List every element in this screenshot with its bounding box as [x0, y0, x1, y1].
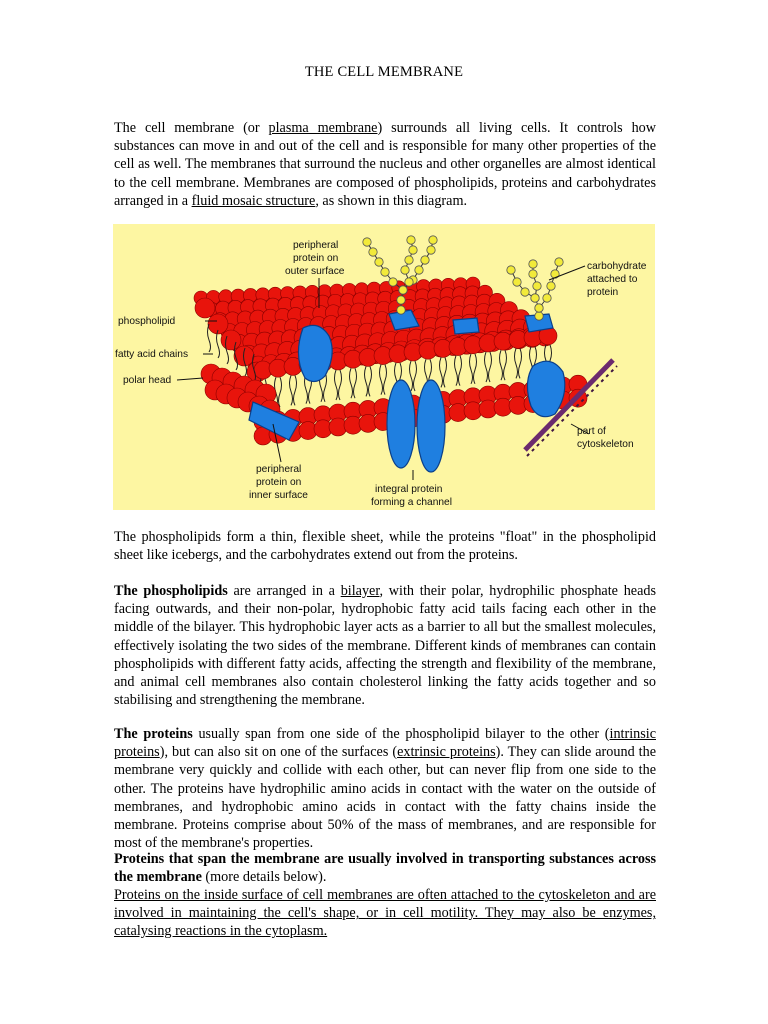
proteins-text-2: ), but can also sit on one of the surfaces (: [159, 744, 398, 761]
fatty-acid-tail: [485, 352, 488, 382]
sugar-unit: [409, 246, 417, 254]
intro-text-3: , as shown in this diagram.: [315, 192, 468, 209]
paragraph-transport: [114, 850, 656, 886]
label-peripheral-outer-2: protein on: [293, 253, 339, 264]
sugar-unit: [507, 266, 515, 274]
surface-protein-mid: [453, 318, 479, 334]
sugar-unit: [529, 260, 537, 268]
fatty-acid-tail: [294, 375, 297, 405]
sugar-unit: [375, 258, 383, 266]
sugar-unit: [369, 248, 377, 256]
sugar-unit: [535, 312, 543, 320]
fatty-acid-tail: [470, 354, 473, 384]
sugar-unit: [415, 266, 423, 274]
fatty-acid-tail: [474, 354, 477, 384]
diagram-labels: [115, 240, 647, 508]
channel-protein-b: [417, 380, 445, 472]
fatty-acid-tail: [335, 370, 338, 400]
paragraph-phospholipids: [114, 582, 656, 709]
transport-text: (more details below).: [201, 869, 327, 886]
cell-membrane-diagram: [113, 224, 655, 510]
label-integral-2: forming a channel: [371, 497, 452, 508]
sugar-unit: [401, 266, 409, 274]
label-cytoskeleton-1: part of: [577, 426, 606, 437]
sugar-unit: [513, 278, 521, 286]
sugar-unit: [407, 236, 415, 244]
intro-paragraph: [114, 119, 656, 210]
sugar-unit: [429, 236, 437, 244]
fatty-acid-tail: [455, 356, 458, 386]
fatty-acid-tail: [504, 350, 507, 380]
integral-protein-left: [298, 325, 332, 381]
phospholipids-text-2: , with their polar, hydrophilic phosphate heads facing outwards, and their non-polar, hydrophobic fatty acid tails facing each other in the middle of the bilayer. This hydrophobic layer acts as a barrier to all but the smallest molecules, effectively isolating the two sides of the membrane. Different kinds of membranes can contain phospholipids with different fatty acids, affecting the strength and flexibility of the membrane, and animal cell membranes also contain cholesterol linking the fatty acids together and so stabilising and strengthening the membrane.: [114, 583, 656, 709]
intro-text-2: ) surrounds all living cells. It controls how substances can move in and out of the cell and is responsible for many other properties of the cell as well. The membranes that surround the nucleus and other organelles are almost identical to the cell membrane. Membranes are composed of phospholipids, proteins and carbohydrates arranged in a: [114, 120, 657, 209]
paragraph-cytoskeleton: [114, 886, 656, 941]
page-title: THE CELL MEMBRANE: [304, 64, 464, 80]
fatty-acid-tail: [290, 375, 293, 405]
fatty-acid-tail: [384, 365, 387, 395]
fatty-acid-tail: [350, 368, 353, 398]
fluid-mosaic-term: fluid mosaic structure: [191, 192, 316, 209]
label-carbohydrate-3: protein: [587, 287, 619, 298]
sugar-unit: [405, 278, 413, 286]
sugar-unit: [529, 270, 537, 278]
phospholipid-heads-top: [194, 277, 557, 382]
sugar-unit: [389, 278, 397, 286]
paragraph-overview: The phospholipids form a thin, flexible sheet, while the proteins "float" in the phospholipid sheet like icebergs, and the carbohydrates extend out from the proteins.: [114, 529, 656, 564]
fatty-acid-tail: [440, 357, 443, 387]
label-peripheral-inner-3: inner surface: [249, 490, 308, 501]
fatty-acid-tail: [444, 357, 447, 387]
label-fatty-acid-chains: fatty acid chains: [115, 349, 189, 360]
label-cytoskeleton-2: cytoskeleton: [577, 439, 634, 450]
fatty-acid-tail: [354, 368, 357, 398]
proteins-heading: The proteins: [114, 726, 193, 742]
fatty-acid-tail: [369, 366, 372, 396]
sugar-unit: [381, 268, 389, 276]
sugar-unit: [555, 258, 563, 266]
label-carbohydrate-1: carbohydrate: [587, 261, 647, 272]
membrane-illustration: [113, 224, 655, 510]
fatty-acid-tail: [459, 356, 462, 386]
sugar-unit: [399, 286, 407, 294]
proteins-text-1: usually span from one side of the phospholipid bilayer to the other (: [192, 726, 610, 742]
proteins-text-3: ). They can slide around the membrane very quickly and collide with each other, but can never flip from one side to the other. The proteins have hydrophilic amino acids in contact with the water on the outside of membranes, and hydrophobic amino acids in contact with the fatty chains inside the membrane. Proteins comprise about 50% of the mass of membranes, and are responsible for most of the membrane's properties.: [114, 744, 656, 852]
fatty-acid-tail: [365, 366, 368, 396]
fatty-acid-tail: [519, 348, 522, 378]
sugar-unit: [533, 282, 541, 290]
bilayer-term: bilayer: [340, 583, 380, 599]
sugar-unit: [535, 304, 543, 312]
phospholipid-head: [195, 298, 215, 318]
plasma-membrane-term: plasma membrane: [268, 120, 378, 136]
label-peripheral-inner-2: protein on: [256, 477, 302, 488]
phospholipid-head: [221, 330, 241, 350]
sugar-unit: [405, 256, 413, 264]
sugar-unit: [521, 288, 529, 296]
label-integral-1: integral protein: [375, 484, 443, 495]
cytoskeleton-statement: Proteins on the inside surface of cell membranes are often attached to the cytoskeleton and are involved in maintaining the cell's shape, or in cell motility. They may also be enzymes, catalysing reactions in the cytoplasm.: [114, 887, 656, 940]
intro-text-1: The cell membrane (or: [114, 120, 269, 136]
fatty-acid-tail: [515, 348, 518, 378]
sugar-unit: [531, 294, 539, 302]
fatty-acid-tail: [489, 352, 492, 382]
fatty-acid-tail: [410, 361, 413, 391]
phospholipids-heading: The phospholipids: [114, 583, 228, 599]
fatty-acid-tail: [380, 365, 383, 395]
extrinsic-proteins-term: extrinsic proteins: [397, 744, 496, 761]
sugar-unit: [547, 282, 555, 290]
sugar-unit: [543, 294, 551, 302]
fatty-acid-tail: [500, 350, 503, 380]
label-polar-head: polar head: [123, 375, 172, 386]
label-phospholipid: phospholipid: [118, 316, 176, 327]
paragraph-proteins: [114, 725, 656, 852]
phospholipids-text-1: are arranged in a: [227, 583, 341, 599]
transport-statement: Proteins that span the membrane are usually involved in transporting substances across the membrane: [114, 851, 656, 886]
fatty-acid-tail: [414, 361, 417, 391]
sugar-unit: [427, 246, 435, 254]
sugar-unit: [363, 238, 371, 246]
integral-protein-right: [527, 361, 564, 416]
fatty-acid-tail: [339, 370, 342, 400]
channel-protein-a: [387, 380, 415, 468]
fatty-acid-tail: [279, 377, 282, 407]
sugar-unit: [397, 296, 405, 304]
label-peripheral-outer-3: outer surface: [285, 266, 345, 277]
label-peripheral-outer-1: peripheral: [293, 240, 339, 251]
label-carbohydrate-2: attached to: [587, 274, 638, 285]
intrinsic-proteins-term: intrinsic proteins: [114, 726, 656, 761]
sugar-unit: [421, 256, 429, 264]
sugar-unit: [397, 306, 405, 314]
label-peripheral-inner-1: peripheral: [256, 464, 302, 475]
